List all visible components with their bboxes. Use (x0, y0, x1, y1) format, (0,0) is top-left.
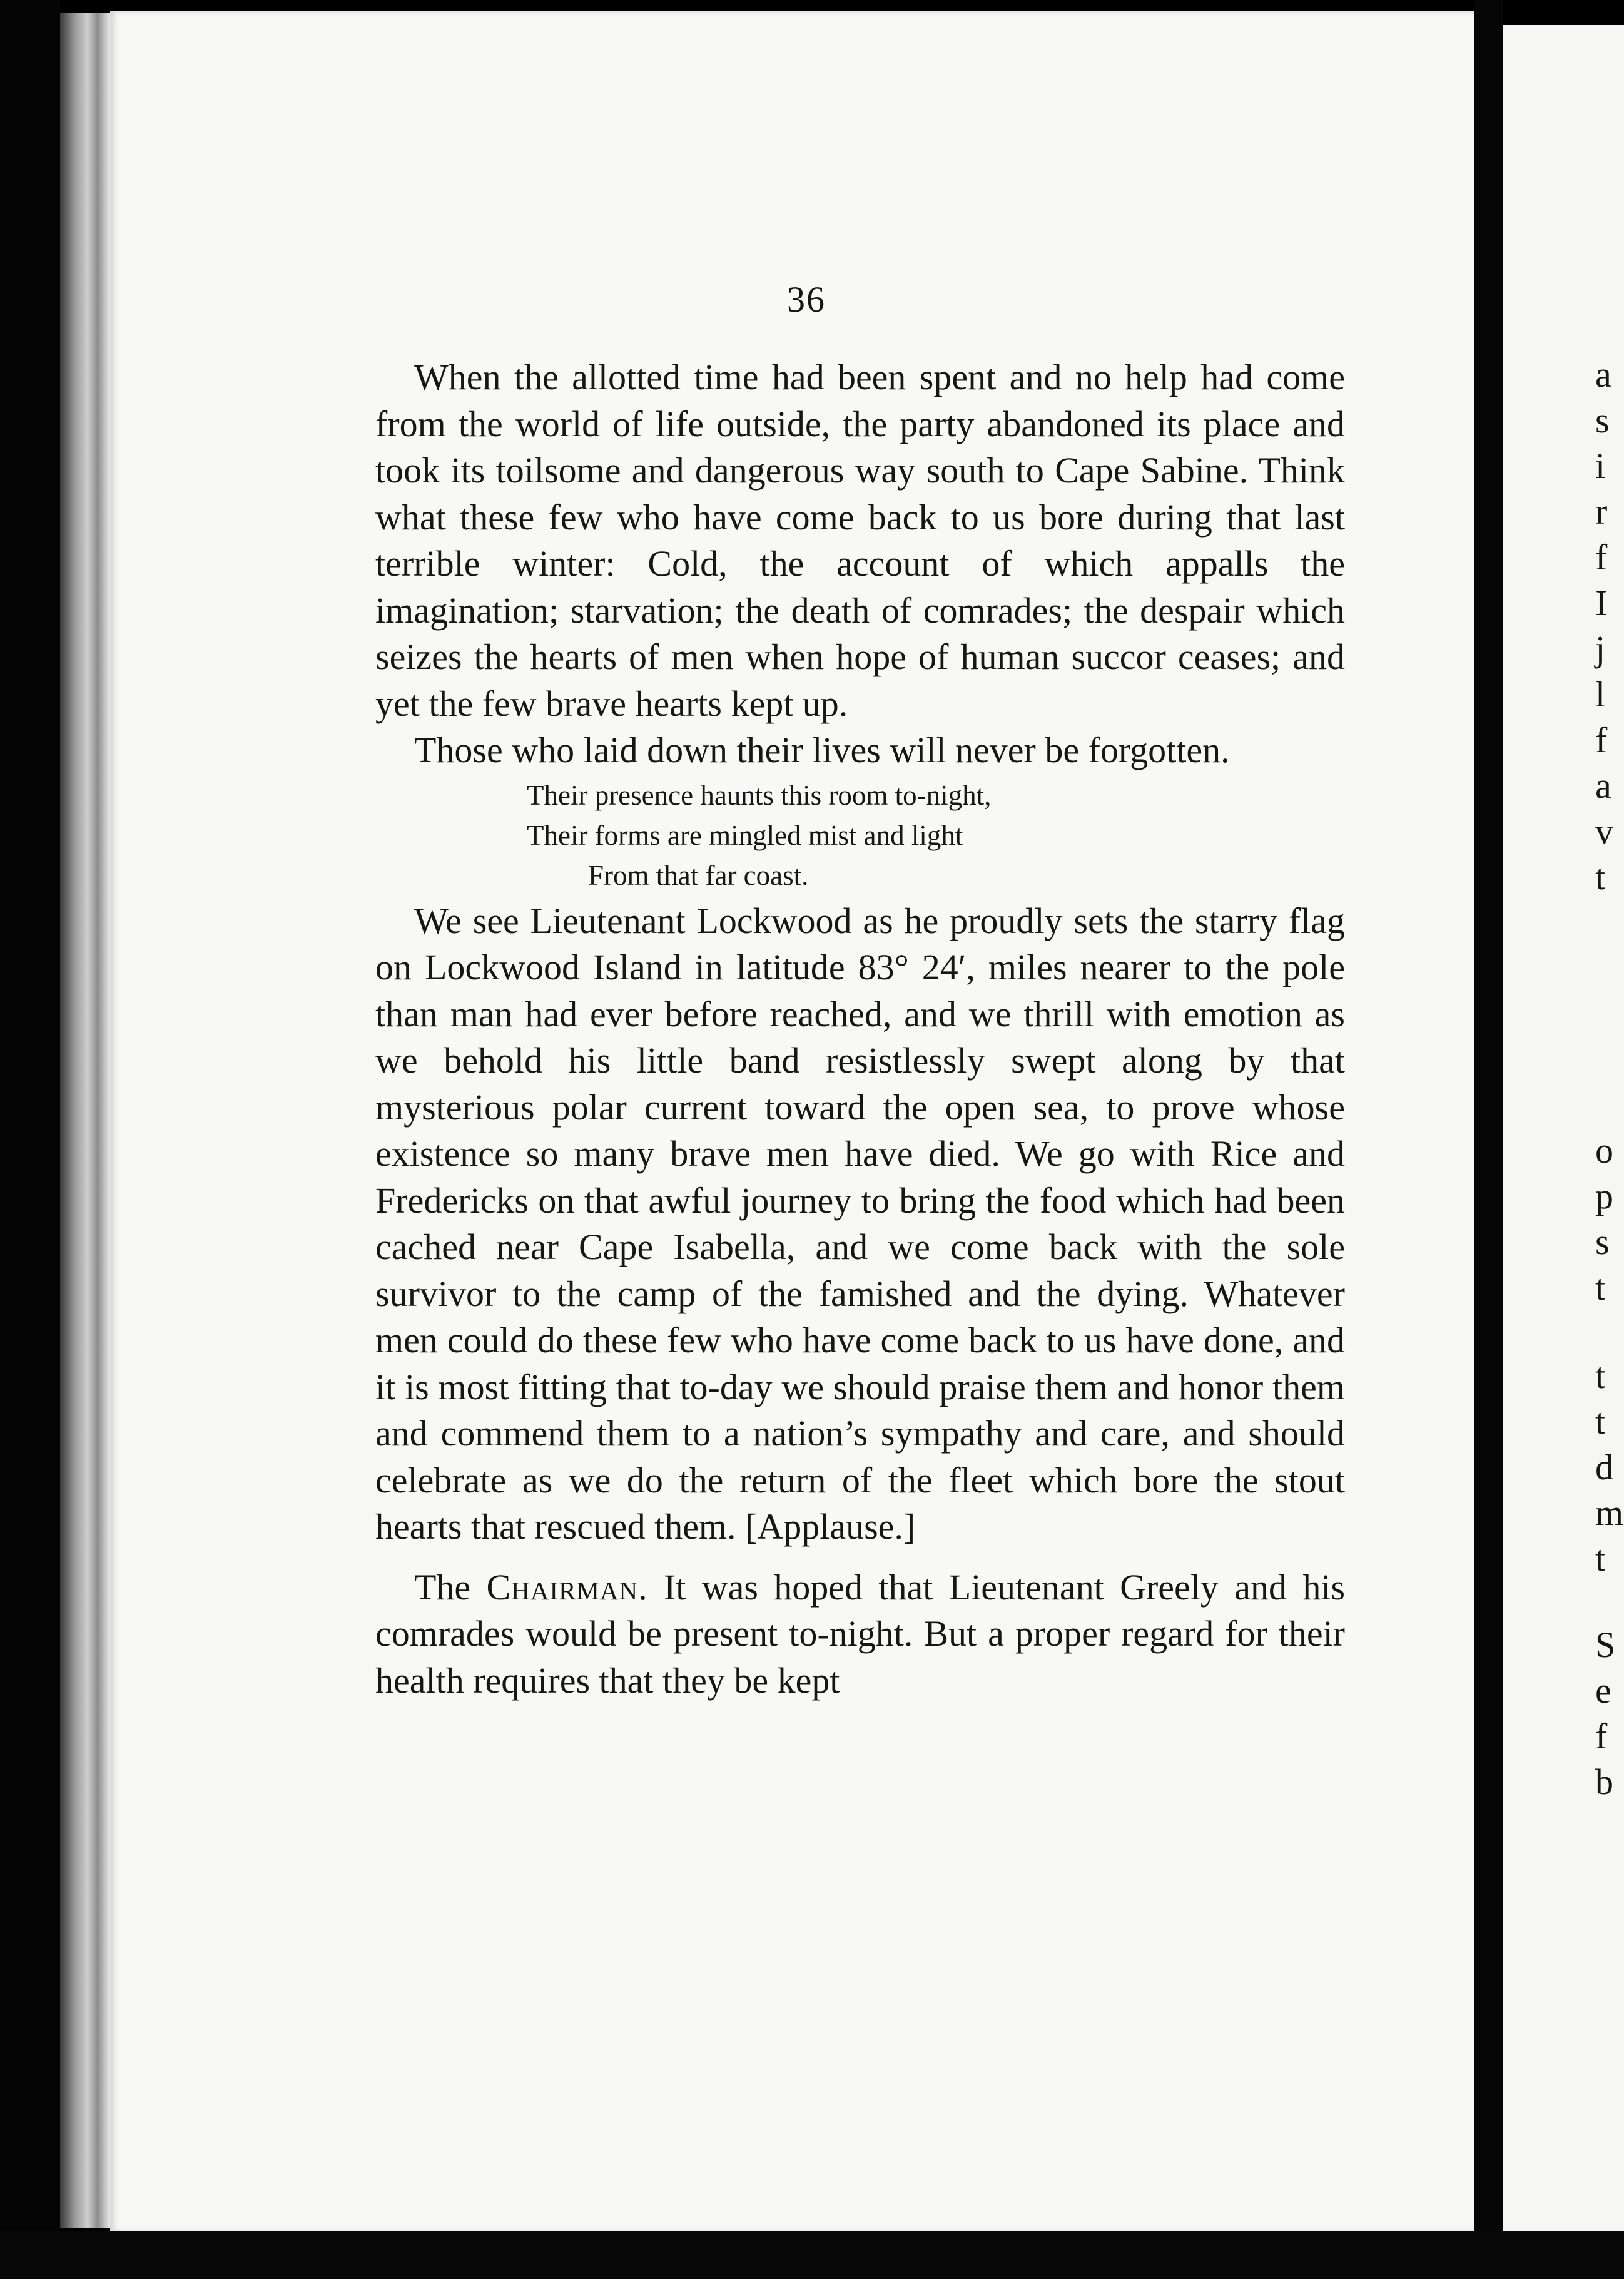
paragraph-forgotten: Those who laid down their lives will never be forgotten. (414, 730, 1230, 770)
facing-fragment: f (1595, 720, 1608, 760)
facing-fragment: s (1595, 1221, 1610, 1262)
paragraph-lockwood: We see Lieutenant Lockwood as he proudly sets the starry flag on Lockwood Island in latitude 83° 24′, miles nearer to the pole than man had ever before reached, and we thrill with emotion as we behold his little band resistlessly swept along by that mysterious polar current toward the open sea, to prove whose existence so many brave men have died. We go with Rice and Fredericks on that awful journey to bring the food which had been cached near Cape Isabella, and we come back with the sole survivor to the camp of the famished and the dying. Whatever men could do these few who have come back to us have done, and it is most fitting that to-day we should praise them and honor them and commend them to a nation’s sympathy and care, and should celebrate as we do the return of the fleet which bore the stout hearts that rescued them. [Applause.] (375, 900, 1345, 1547)
facing-fragment: t (1595, 857, 1606, 897)
paragraph-chairman (375, 1564, 1345, 1705)
poem-quote (375, 775, 1345, 895)
facing-fragment: j (1595, 628, 1606, 669)
facing-fragment: f (1595, 1716, 1608, 1756)
facing-fragment: f (1595, 537, 1608, 578)
facing-fragment: b (1595, 1762, 1613, 1802)
page-number: 36 (787, 279, 826, 320)
facing-fragment: d (1595, 1447, 1613, 1487)
book-gutter (60, 13, 110, 2228)
chairman-text: It was hoped that Lieutenant Greely and his comrades would be present to-night. But a proper regard for their health requires that they be kept (375, 1566, 1346, 1701)
scan-border-left (0, 0, 60, 2279)
scan-border-bottom (0, 2231, 1624, 2279)
facing-fragment: r (1595, 491, 1608, 532)
facing-fragment: t (1595, 1401, 1606, 1442)
speaker-name: Chairman. (486, 1566, 648, 1608)
page-divider (1474, 0, 1503, 2279)
facing-fragment: t (1595, 1267, 1606, 1308)
facing-fragment: m (1595, 1492, 1624, 1533)
facing-fragment: o (1595, 1130, 1613, 1171)
page-body (375, 354, 1345, 1704)
poem-line: Their presence haunts this room to-night, (527, 779, 992, 811)
facing-fragment: v (1595, 811, 1613, 852)
paragraph-greely-party: When the allotted time had been spent and no help had come from the world of life outside, the party abandoned its place and took its toilsome and dangerous way south to Cape Sabine. Think what these few who have come back to us bore during that last terrible winter: Cold, the account of which appalls the imagination; starvation; the death of comrades; the despair which seizes the hearts of men when hope of human succor ceases; and yet the few brave hearts kept up. (375, 357, 1345, 724)
facing-fragment: a (1595, 354, 1611, 395)
facing-fragment: p (1595, 1176, 1613, 1216)
facing-fragment: l (1595, 674, 1606, 715)
paragraph-gap (375, 1551, 1345, 1564)
facing-fragment: S (1595, 1624, 1616, 1665)
facing-fragment: t (1595, 1538, 1606, 1579)
poem-line: Their forms are mingled mist and light (527, 819, 963, 851)
facing-fragment: a (1595, 765, 1611, 806)
poem-line: From that far coast. (588, 859, 809, 891)
facing-fragment: s (1595, 400, 1610, 441)
facing-fragment: e (1595, 1670, 1611, 1711)
facing-fragment: I (1595, 583, 1608, 623)
chairman-lead: The (414, 1566, 471, 1608)
facing-page (1503, 25, 1624, 2234)
facing-fragment: t (1595, 1355, 1606, 1396)
facing-fragment: i (1595, 446, 1606, 486)
